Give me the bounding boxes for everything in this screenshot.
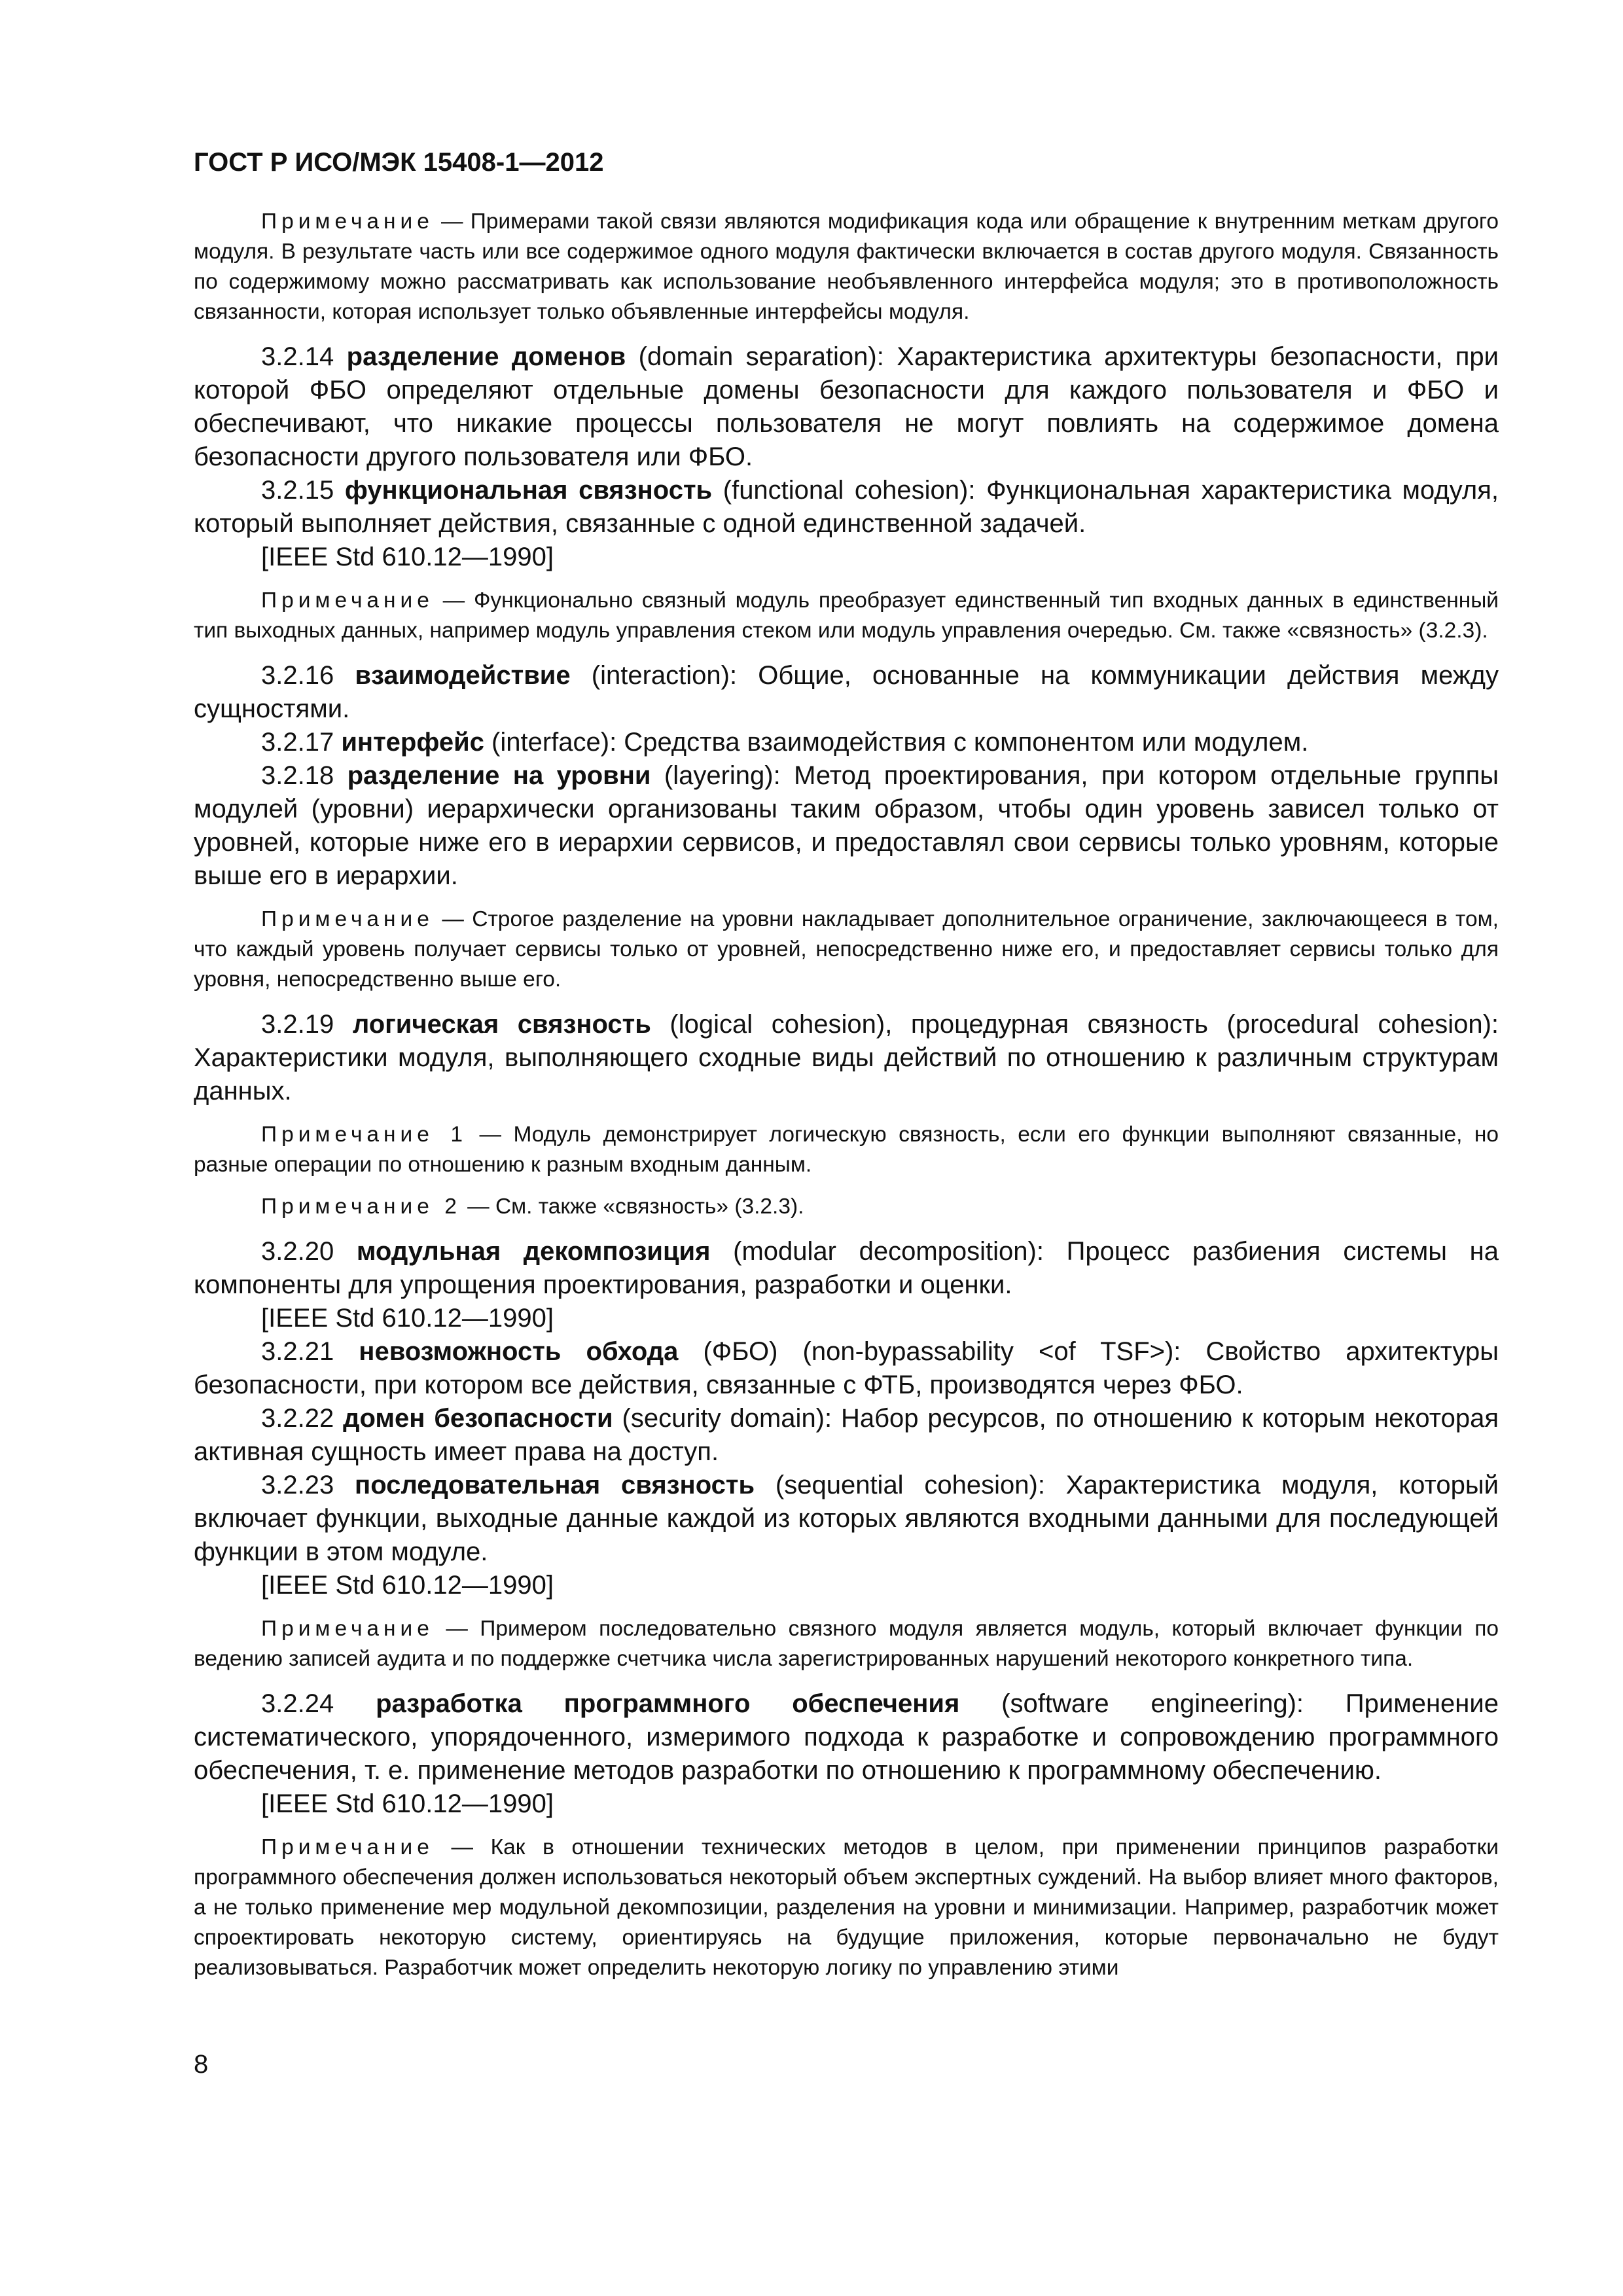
entry-definition: (domain separation): Характеристика архитектуры безопасности, при которой ФБО определяют отдельные домены безопасности для каждого пользователя и ФБО и обеспечивают, что никакие процессы пользователя не могут повлиять на содержимое домена безопасности другого пользователя или ФБО.: [194, 342, 1499, 471]
block-spacer: [194, 574, 1499, 586]
note-label: Примечание: [261, 1617, 434, 1641]
note-text: — Как в отношении технических методов в целом, при применении принципов разработки программного обеспечения должен использоваться некоторый объем экспертных суждений. На выбор влияет много факторов, а не только применение мер модульной декомпозиции, разделения на уровни и минимизации. Например, разработчик может спроектировать некоторую систему, ориентируясь на будущие приложения, которые первоначально не будут реализовываться. Разработчик может определить некоторую логику по управлению этими: [194, 1835, 1499, 1980]
entry-term: невозможность обхода: [359, 1337, 679, 1366]
term-entry: [194, 1687, 1499, 1787]
entry-definition: (software engineering): Применение систематического, упорядоченного, измеримого подхода к разработке и сопровождению программного обеспечения, т. е. применение методов разработки по отношению к программному обеспечению.: [194, 1689, 1499, 1785]
entry-definition: (ФБО) (non-bypassability <of TSF>): Свойство архитектуры безопасности, при котором все действия, связанные с ФТБ, производятся через ФБО.: [194, 1337, 1499, 1399]
block-spacer: [194, 1108, 1499, 1120]
term-entry: [194, 1402, 1499, 1469]
note-paragraph: [194, 1833, 1499, 1983]
note-text: — См. также «связность» (3.2.3).: [461, 1194, 804, 1219]
entry-definition: (sequential cohesion): Характеристика модуля, который включает функции, выходные данные каждой из которых являются входными данными для последующей функции в этом модуле.: [194, 1471, 1499, 1566]
source-reference: [IEEE Std 610.12—1990]: [261, 1789, 554, 1818]
entry-number: 3.2.18: [261, 761, 348, 790]
entry-number: 3.2.22: [261, 1404, 344, 1433]
term-entry: [194, 659, 1499, 726]
entry-number: 3.2.16: [261, 661, 355, 690]
entry-term: взаимодействие: [355, 661, 571, 690]
block-spacer: [194, 1602, 1499, 1614]
entry-term: последовательная связность: [355, 1471, 755, 1499]
entry-number: 3.2.20: [261, 1237, 357, 1266]
block-spacer: [194, 893, 1499, 905]
document-header: ГОСТ Р ИСО/МЭК 15408-1—2012: [194, 148, 604, 177]
note-label: Примечание 1: [261, 1122, 468, 1147]
note-label: Примечание: [261, 907, 434, 931]
block-spacer: [194, 1222, 1499, 1235]
term-entry: [194, 726, 1499, 759]
block-spacer: [194, 1180, 1499, 1192]
entry-term: разделение на уровни: [347, 761, 651, 790]
entry-definition: (functional cohesion): Функциональная характеристика модуля, который выполняет действия, связанные с одной единственной задачей.: [194, 476, 1499, 538]
block-spacer: [194, 1821, 1499, 1833]
block-spacer: [194, 1674, 1499, 1687]
page-body: [194, 207, 1499, 1983]
note-paragraph: [194, 905, 1499, 995]
entry-definition: (interaction): Общие, основанные на коммуникации действия между сущностями.: [194, 661, 1499, 723]
block-spacer: [194, 646, 1499, 659]
note-label: Примечание: [261, 209, 434, 234]
term-entry: [194, 474, 1499, 541]
entry-term: логическая связность: [352, 1010, 651, 1039]
term-entry: [194, 340, 1499, 474]
term-entry: [194, 1008, 1499, 1108]
note-paragraph: [194, 207, 1499, 327]
entry-definition: (layering): Метод проектирования, при котором отдельные группы модулей (уровни) иерархически организованы таким образом, чтобы один уровень зависел только от уровней, которые ниже его в иерархии сервисов, и предоставлял свои сервисы только уровням, которые выше его в иерархии.: [194, 761, 1499, 890]
page-number: 8: [194, 2050, 209, 2079]
term-entry: [194, 1335, 1499, 1402]
entry-number: 3.2.23: [261, 1471, 355, 1499]
note-label: Примечание 2: [261, 1194, 461, 1219]
source-reference: [IEEE Std 610.12—1990]: [261, 1571, 554, 1600]
entry-number: 3.2.14: [261, 342, 347, 371]
term-entry: [194, 1235, 1499, 1302]
entry-definition: (security domain): Набор ресурсов, по отношению к которым некоторая активная сущность имеет права на доступ.: [194, 1404, 1499, 1466]
note-paragraph: [194, 1614, 1499, 1674]
term-entry: [194, 1469, 1499, 1569]
block-spacer: [194, 327, 1499, 340]
entry-number: 3.2.21: [261, 1337, 359, 1366]
block-spacer: [194, 995, 1499, 1008]
entry-number: 3.2.19: [261, 1010, 353, 1039]
note-text: — Функционально связный модуль преобразует единственный тип входных данных в единственный тип выходных данных, например модуль управления стеком или модуль управления очередью. См. также «связность» (3.2.3).: [194, 588, 1499, 643]
entry-term: разработка программного обеспечения: [376, 1689, 960, 1718]
entry-number: 3.2.24: [261, 1689, 376, 1718]
entry-definition: (logical cohesion), процедурная связность (procedural cohesion): Характеристики модуля, выполняющего сходные виды действий по отношению к различным структурам данных.: [194, 1010, 1499, 1105]
entry-term: модульная декомпозиция: [356, 1237, 711, 1266]
note-label: Примечание: [261, 1835, 434, 1859]
note-text: — Примерами такой связи являются модификация кода или обращение к внутренним меткам другого модуля. В результате часть или все содержимое одного модуля фактически включается в состав другого модуля. Связанность по содержимому можно рассматривать как использование необъявленного интерфейса модуля; это в противоположность связанности, которая использует только объявленные интерфейсы модуля.: [194, 209, 1499, 324]
note-paragraph: [194, 1120, 1499, 1180]
source-reference: [IEEE Std 610.12—1990]: [261, 543, 554, 571]
note-text: — Модуль демонстрирует логическую связность, если его функции выполняют связанные, но разные операции по отношению к разным входным данным.: [194, 1122, 1499, 1177]
entry-definition: (interface): Средства взаимодействия с компонентом или модулем.: [484, 728, 1309, 757]
term-entry: [194, 759, 1499, 893]
note-label: Примечание: [261, 588, 434, 613]
entry-term: домен безопасности: [343, 1404, 613, 1433]
entry-definition: (modular decomposition): Процесс разбиения системы на компоненты для упрощения проектирования, разработки и оценки.: [194, 1237, 1499, 1299]
entry-term: разделение доменов: [346, 342, 626, 371]
entry-number: 3.2.15: [261, 476, 345, 505]
entry-term: функциональная связность: [344, 476, 713, 505]
note-text: — Примером последовательно связного модуля является модуль, который включает функции по ведению записей аудита и по поддержке счетчика числа зарегистрированных нарушений некоторого конкретного типа.: [194, 1617, 1499, 1671]
note-paragraph: [194, 1192, 1499, 1222]
entry-number: 3.2.17: [261, 728, 342, 757]
source-reference: [IEEE Std 610.12—1990]: [261, 1304, 554, 1333]
entry-term: интерфейс: [341, 728, 484, 757]
note-text: — Строгое разделение на уровни накладывает дополнительное ограничение, заключающееся в том, что каждый уровень получает сервисы только от уровней, непосредственно ниже его, и предоставляет сервисы только для уровня, непосредственно выше его.: [194, 907, 1499, 992]
note-paragraph: [194, 586, 1499, 646]
